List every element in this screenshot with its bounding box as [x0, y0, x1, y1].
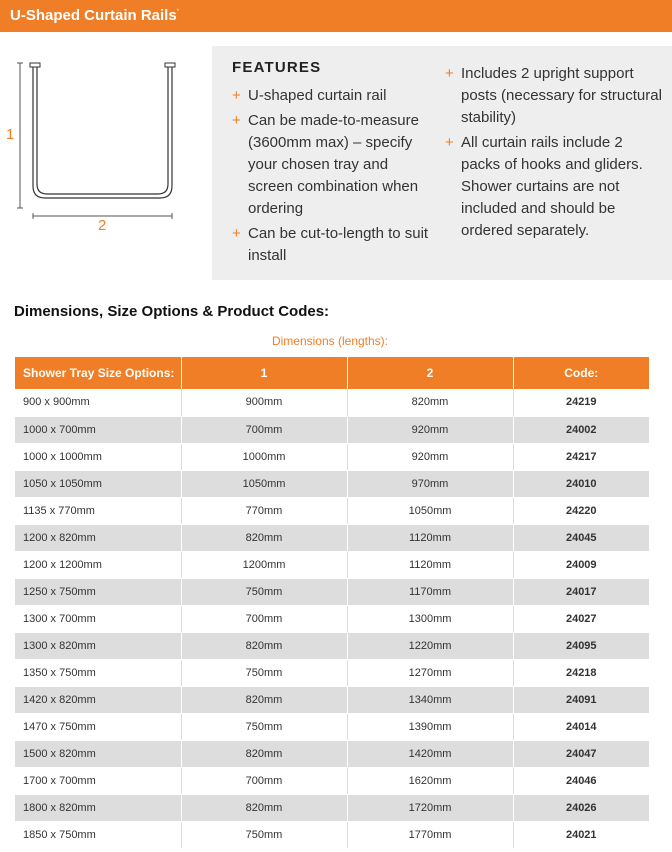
height-label: 1 [6, 126, 15, 143]
cell-size: 1500 x 820mm [15, 740, 181, 767]
feature-item: + All curtain rails include 2 packs of hooks and gliders. Shower curtains are not included and should be ordered separately. [445, 134, 643, 239]
cell-length-1: 820mm [181, 740, 347, 767]
cell-length-2: 1720mm [347, 794, 513, 821]
plus-icon: + [232, 225, 241, 242]
cell-size: 1000 x 1000mm [15, 443, 181, 470]
table-row [15, 821, 649, 848]
cell-length-2: 1270mm [347, 659, 513, 686]
cell-length-2: 1390mm [347, 713, 513, 740]
cell-length-2: 1770mm [347, 821, 513, 848]
cell-length-1: 900mm [181, 389, 347, 416]
cell-size: 1850 x 750mm [15, 821, 181, 848]
cell-code: 24095 [513, 632, 649, 659]
cell-size: 1135 x 770mm [15, 497, 181, 524]
cell-code: 24027 [513, 605, 649, 632]
table-row [15, 659, 649, 686]
cell-code: 24219 [513, 389, 649, 416]
table-row [15, 605, 649, 632]
features-list-left [232, 85, 437, 270]
cell-length-1: 1050mm [181, 470, 347, 497]
cell-size: 1800 x 820mm [15, 794, 181, 821]
table-row [15, 578, 649, 605]
col-header-code: Code: [513, 357, 649, 389]
section-title: Dimensions, Size Options & Product Codes: [14, 303, 330, 320]
cell-length-1: 750mm [181, 659, 347, 686]
cell-size: 900 x 900mm [15, 389, 181, 416]
plus-icon: + [445, 65, 454, 82]
cell-size: 1000 x 700mm [15, 416, 181, 443]
cell-code: 24046 [513, 767, 649, 794]
table-row [15, 443, 649, 470]
cell-length-2: 1420mm [347, 740, 513, 767]
left-post-cap [30, 63, 40, 67]
rail-outer-line [33, 67, 172, 198]
table-row [15, 632, 649, 659]
cell-code: 24026 [513, 794, 649, 821]
cell-size: 1470 x 750mm [15, 713, 181, 740]
table-row [15, 713, 649, 740]
table-row [15, 470, 649, 497]
table-row [15, 740, 649, 767]
features-list-right [445, 63, 665, 245]
features-title: FEATURES [232, 59, 322, 76]
cell-code: 24218 [513, 659, 649, 686]
cell-size: 1200 x 820mm [15, 524, 181, 551]
cell-code: 24091 [513, 686, 649, 713]
cell-length-1: 700mm [181, 767, 347, 794]
cell-size: 1700 x 700mm [15, 767, 181, 794]
page-title: U-Shaped Curtain Rails [10, 7, 177, 24]
cell-size: 1050 x 1050mm [15, 470, 181, 497]
table-row [15, 551, 649, 578]
plus-icon: + [232, 87, 241, 104]
plus-icon: + [445, 134, 454, 151]
cell-length-1: 700mm [181, 605, 347, 632]
cell-code: 24217 [513, 443, 649, 470]
cell-length-2: 1050mm [347, 497, 513, 524]
cell-length-1: 700mm [181, 416, 347, 443]
page-header [0, 0, 672, 32]
table-row [15, 794, 649, 821]
table-row [15, 389, 649, 416]
feature-item: + Can be cut-to-length to suit install [232, 225, 429, 264]
cell-length-1: 820mm [181, 524, 347, 551]
cell-length-1: 1000mm [181, 443, 347, 470]
cell-length-1: 820mm [181, 632, 347, 659]
cell-length-2: 820mm [347, 389, 513, 416]
table-row [15, 686, 649, 713]
cell-size: 1250 x 750mm [15, 578, 181, 605]
cell-length-2: 970mm [347, 470, 513, 497]
rail-inner-line [37, 67, 168, 194]
cell-length-2: 1170mm [347, 578, 513, 605]
cell-length-1: 820mm [181, 794, 347, 821]
cell-code: 24002 [513, 416, 649, 443]
cell-code: 24220 [513, 497, 649, 524]
cell-code: 24045 [513, 524, 649, 551]
cell-length-1: 750mm [181, 713, 347, 740]
cell-code: 24017 [513, 578, 649, 605]
cell-length-1: 750mm [181, 821, 347, 848]
cell-length-2: 1220mm [347, 632, 513, 659]
cell-length-2: 920mm [347, 443, 513, 470]
cell-size: 1300 x 700mm [15, 605, 181, 632]
title-mark: * [176, 9, 180, 15]
cell-length-1: 750mm [181, 578, 347, 605]
cell-size: 1420 x 820mm [15, 686, 181, 713]
col-header-length-1: 1 [181, 357, 347, 389]
table-row [15, 767, 649, 794]
cell-length-2: 1300mm [347, 605, 513, 632]
table-row [15, 416, 649, 443]
cell-code: 24010 [513, 470, 649, 497]
right-post-cap [165, 63, 175, 67]
cell-length-2: 1340mm [347, 686, 513, 713]
cell-length-2: 1120mm [347, 524, 513, 551]
cell-length-2: 1120mm [347, 551, 513, 578]
cell-length-2: 1620mm [347, 767, 513, 794]
dimensions-caption: Dimensions (lengths): [271, 334, 389, 348]
rail-diagram [0, 48, 200, 248]
cell-size: 1200 x 1200mm [15, 551, 181, 578]
feature-item: + Includes 2 upright support posts (necessary for structural stability) [445, 65, 662, 126]
table-row [15, 497, 649, 524]
feature-item: + Can be made-to-measure (3600mm max) – specify your chosen tray and screen combination when ordering [232, 112, 419, 217]
cell-code: 24021 [513, 821, 649, 848]
plus-icon: + [232, 112, 241, 129]
cell-length-1: 770mm [181, 497, 347, 524]
cell-length-1: 1200mm [181, 551, 347, 578]
feature-item: + U-shaped curtain rail [232, 85, 437, 107]
cell-code: 24009 [513, 551, 649, 578]
product-table [15, 357, 649, 849]
table-body [15, 389, 649, 848]
col-header-length-2: 2 [347, 357, 513, 389]
features-panel [212, 46, 672, 280]
cell-code: 24047 [513, 740, 649, 767]
cell-size: 1350 x 750mm [15, 659, 181, 686]
cell-length-1: 820mm [181, 686, 347, 713]
cell-size: 1300 x 820mm [15, 632, 181, 659]
table-row [15, 524, 649, 551]
cell-length-2: 920mm [347, 416, 513, 443]
width-label: 2 [98, 217, 107, 234]
col-header-size: Shower Tray Size Options: [15, 357, 181, 389]
table-header-row [15, 357, 649, 389]
cell-code: 24014 [513, 713, 649, 740]
